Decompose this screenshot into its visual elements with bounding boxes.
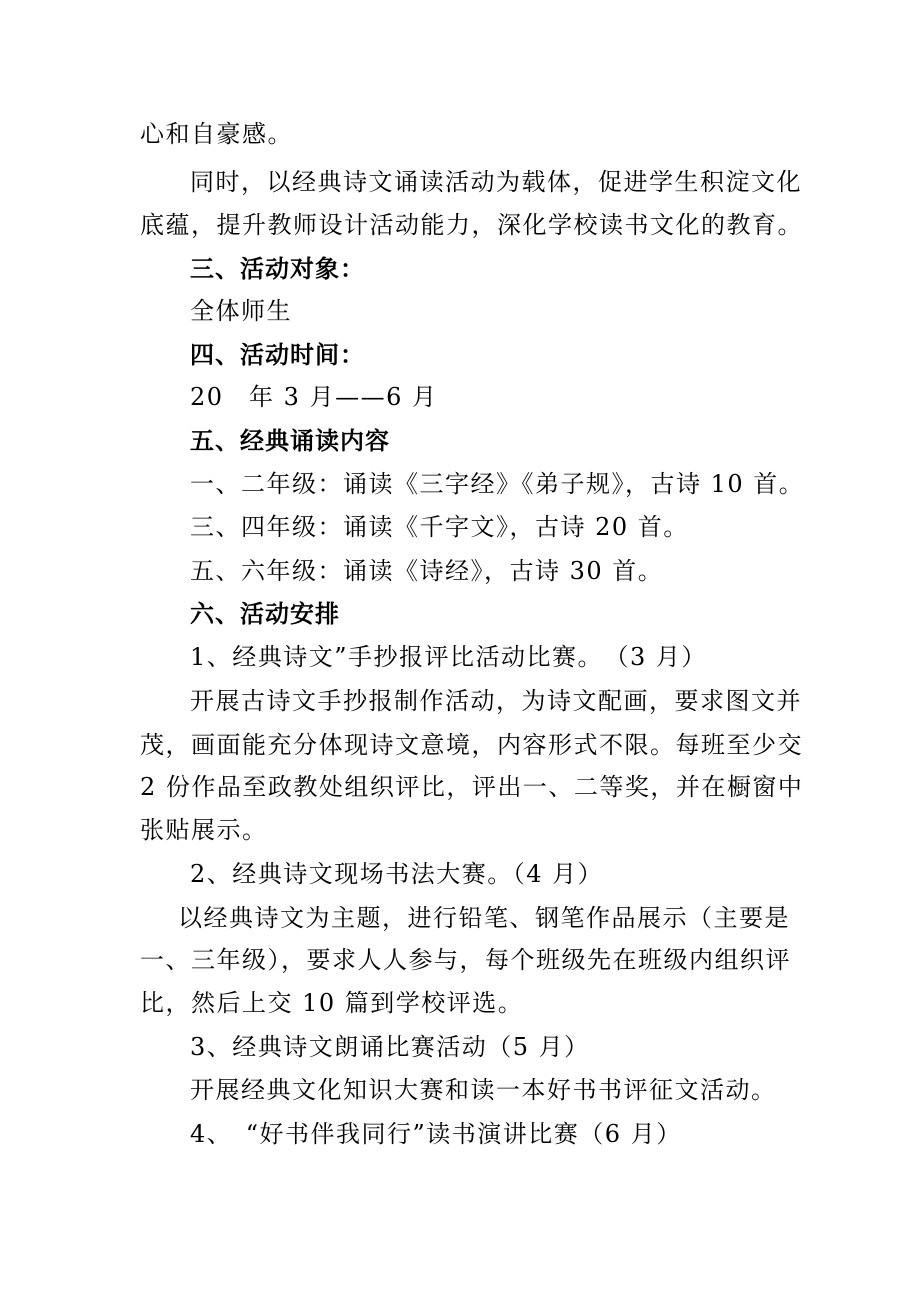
paragraph-line: 一、二年级：诵读《三字经》《弟子规》，古诗 10 首。 (190, 470, 805, 498)
paragraph-line: 一、三年级），要求人人参与，每个班级先在班级内组织评 (140, 946, 791, 974)
paragraph-line: 1、经典诗文”手抄报评比活动比赛。 （3 月） (190, 643, 707, 671)
paragraph-line: 开展经典文化知识大赛和读一本好书书评征文活动。 (190, 1076, 777, 1104)
paragraph-line: 同时，以经典诗文诵读活动为载体，促进学生积淀文化 (190, 168, 802, 196)
paragraph-line: 三、四年级：诵读《千字文》，古诗 20 首。 (190, 513, 689, 541)
section-heading: 三、活动对象： (190, 255, 365, 283)
paragraph-line: 五、六年级：诵读《诗经》，古诗 30 首。 (190, 557, 664, 585)
section-heading: 六、活动安排 (190, 600, 340, 628)
paragraph-line: 2、经典诗文现场书法大赛。（4 月） (190, 860, 604, 888)
section-heading: 四、活动时间： (190, 341, 365, 369)
paragraph-line: 4、 “好书伴我同行”读书演讲比赛（6 月） (190, 1120, 682, 1148)
paragraph-line: 2 份作品至政教处组织评比，评出一、二等奖，并在橱窗中 (140, 773, 804, 801)
paragraph-line: 心和自豪感。 (140, 120, 293, 148)
paragraph-line: 20 年 3 月——6 月 (190, 383, 438, 411)
paragraph-line: 3、经典诗文朗诵比赛活动（5 月） (190, 1033, 590, 1061)
paragraph-line: 茂，画面能充分体现诗文意境，内容形式不限。每班至少交 (140, 731, 803, 759)
paragraph-line: 张贴展示。 (140, 816, 268, 844)
paragraph-line: 底蕴，提升教师设计活动能力，深化学校读书文化的教育。 (140, 211, 803, 239)
paragraph-line: 开展古诗文手抄报制作活动，为诗文配画，要求图文并 (190, 687, 802, 715)
section-heading: 五、经典诵读内容 (190, 427, 390, 455)
paragraph-line: 全体师生 (190, 297, 292, 325)
paragraph-line: 比，然后上交 10 篇到学校评选。 (140, 989, 524, 1017)
paragraph-line: 以经典诗文为主题，进行铅笔、钢笔作品展示（主要是 (178, 904, 790, 932)
